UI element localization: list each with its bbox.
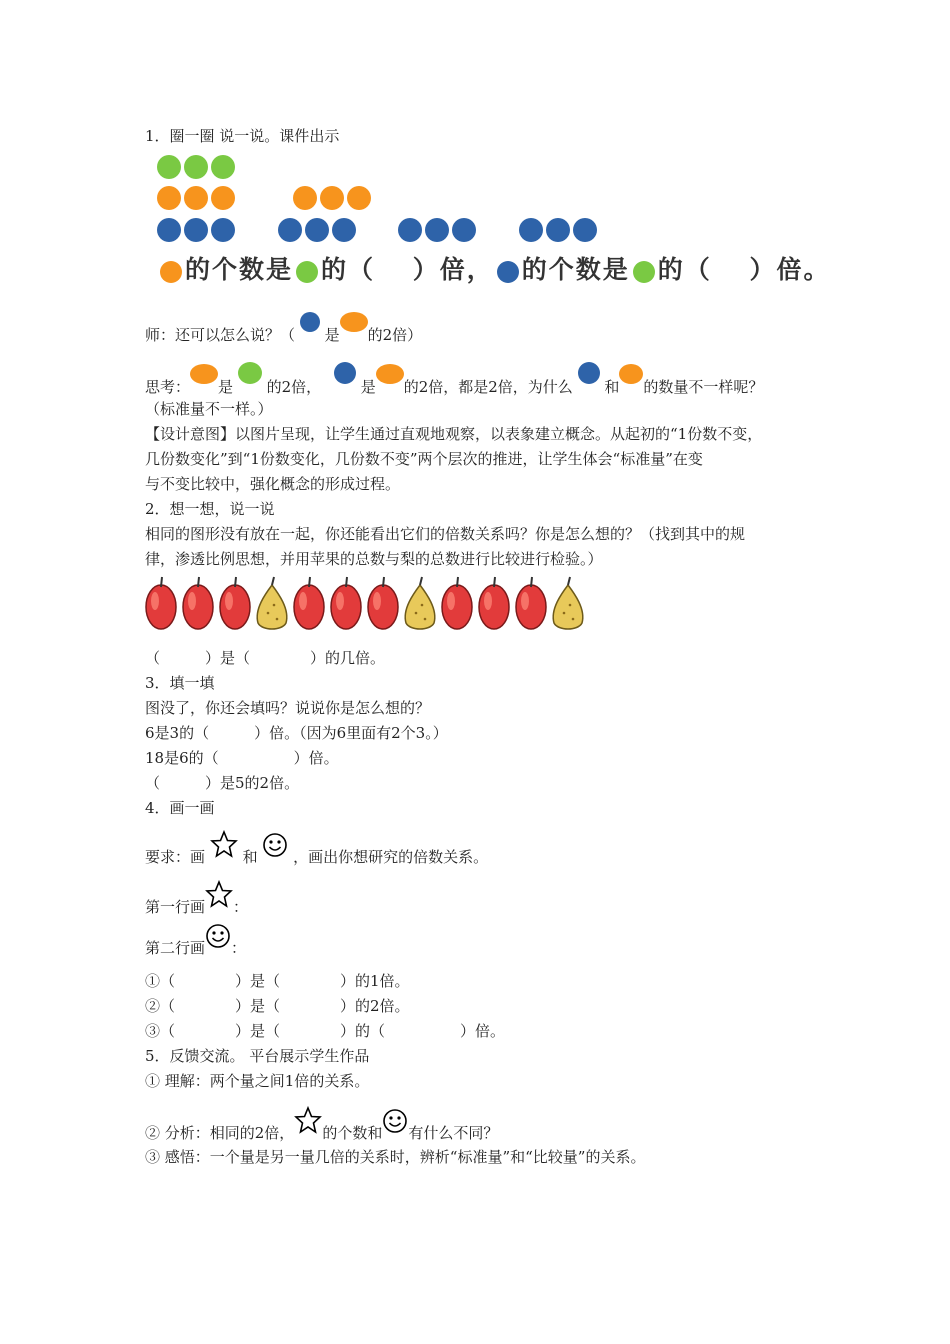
- s3-title: 3．填一填: [145, 674, 215, 692]
- apple: [220, 577, 250, 629]
- blue-dot: [334, 362, 356, 384]
- design-intent-1: 【设计意图】以图片呈现，让学生通过直观地观察，以表象建立概念。从起初的“1份数不变，: [145, 425, 763, 443]
- orange-dot: [619, 364, 643, 384]
- pear: [257, 577, 287, 629]
- pear: [553, 577, 583, 629]
- text: 的2倍）: [367, 326, 423, 344]
- s4-f3: ③（ ）是（ ）的（ ）倍。: [145, 1022, 506, 1040]
- blue-dot: [305, 218, 329, 242]
- blue-dot: [300, 312, 320, 332]
- text: 师：还可以怎么说？（: [145, 326, 296, 344]
- text: 是: [360, 378, 376, 396]
- answer: （标准量不一样。）: [145, 400, 273, 418]
- orange-dot: [157, 186, 181, 210]
- text: ② 分析：相同的2倍，: [145, 1124, 295, 1142]
- text: 有什么不同？: [408, 1124, 499, 1142]
- green-dot: [296, 261, 318, 283]
- blue-dot: [497, 261, 519, 283]
- s4-title: 4．画一画: [145, 799, 215, 817]
- blue-dot: [425, 218, 449, 242]
- dots-question: [157, 254, 830, 286]
- orange-dot: [160, 261, 182, 283]
- s5-p1: ① 理解：两个量之间1倍的关系。: [145, 1072, 370, 1090]
- green-row: [157, 154, 238, 179]
- fruit-illustration: [145, 575, 595, 633]
- orange-dot: [190, 364, 218, 384]
- s2-p1: 相同的图形没有放在一起，你还能看出它们的倍数关系吗？你是怎么想的？（找到其中的规: [145, 525, 746, 543]
- q-text: 的（ ）倍。: [657, 255, 831, 284]
- s2-title: 2．想一想，说一说: [145, 500, 275, 518]
- star-icon: [210, 830, 238, 858]
- apple: [146, 577, 176, 629]
- blue-row: [157, 217, 600, 242]
- text: ：: [231, 939, 247, 957]
- teacher-line: [145, 312, 422, 348]
- text: 第二行画: [145, 939, 206, 957]
- text: 思考：: [145, 378, 191, 396]
- text: ，画出你想研究的倍数关系。: [293, 848, 489, 866]
- blue-dot: [519, 218, 543, 242]
- design-intent-2: 几份数变化”到“1份数变化，几份数不变”两个层次的推进，让学生体会“标准量”在变: [145, 450, 703, 468]
- blue-dot: [578, 362, 600, 384]
- s5-p2: [145, 1106, 498, 1146]
- s3-l2: 18是6的（ ）倍。: [145, 749, 339, 767]
- q-text: 的（ ）倍，: [321, 255, 494, 284]
- orange-dot: [340, 312, 368, 332]
- blue-dot: [157, 218, 181, 242]
- blue-dot: [398, 218, 422, 242]
- green-dot: [211, 155, 235, 179]
- smiley-icon: [262, 832, 288, 858]
- design-intent-3: 与不变比较中，强化概念的形成过程。: [145, 475, 401, 493]
- orange-dot: [184, 186, 208, 210]
- apple: [516, 577, 546, 629]
- orange-row: [157, 185, 374, 210]
- text: 的2倍，: [266, 378, 322, 396]
- blue-dot: [211, 218, 235, 242]
- s3-p1: 图没了，你还会填吗？说说你是怎么想的？: [145, 699, 431, 717]
- green-dot: [184, 155, 208, 179]
- pear: [405, 577, 435, 629]
- blue-dot: [332, 218, 356, 242]
- orange-dot: [347, 186, 371, 210]
- star-icon: [294, 1106, 322, 1134]
- s3-l1: 6是3的（ ）倍。（因为6里面有2个3。）: [145, 724, 448, 742]
- think-line: [145, 362, 763, 400]
- s4-row2: [145, 923, 246, 961]
- q-text: 的个数是: [185, 255, 294, 284]
- fruit-row: [145, 575, 595, 641]
- s4-f1: ①（ ）是（ ）的1倍。: [145, 972, 410, 990]
- text: 是: [218, 378, 234, 396]
- s4-row1: [145, 880, 248, 920]
- blue-dot: [573, 218, 597, 242]
- apple: [368, 577, 398, 629]
- text: 和: [242, 848, 258, 866]
- apple: [479, 577, 509, 629]
- text: 是: [324, 326, 340, 344]
- smiley-icon: [205, 923, 231, 949]
- apple: [331, 577, 361, 629]
- text: 的个数和: [322, 1124, 383, 1142]
- text: 的数量不一样呢？: [643, 378, 764, 396]
- q-text: 的个数是: [521, 255, 630, 284]
- text: ：: [233, 898, 249, 916]
- s5-title: 5．反馈交流。 平台展示学生作品: [145, 1047, 370, 1065]
- s5-p3: ③ 感悟：一个量是另一量几倍的关系时，辨析“标准量”和“比较量”的关系。: [145, 1148, 646, 1166]
- text: 第一行画: [145, 898, 206, 916]
- blue-dot: [278, 218, 302, 242]
- apple: [183, 577, 213, 629]
- text: 要求：画: [145, 848, 206, 866]
- orange-dot: [320, 186, 344, 210]
- text: 和: [604, 378, 620, 396]
- blue-dot: [452, 218, 476, 242]
- orange-dot: [293, 186, 317, 210]
- orange-dot: [211, 186, 235, 210]
- blue-dot: [546, 218, 570, 242]
- s1-title: 1．圈一圈 说一说。课件出示: [145, 127, 340, 145]
- green-dot: [633, 261, 655, 283]
- orange-dot: [376, 364, 404, 384]
- green-dot: [238, 362, 262, 384]
- s2-blank: （ ）是（ ）的几倍。: [145, 649, 386, 667]
- s4-requirement: [145, 830, 488, 870]
- blue-dot: [184, 218, 208, 242]
- apple: [442, 577, 472, 629]
- green-dot: [157, 155, 181, 179]
- apple: [294, 577, 324, 629]
- star-icon: [205, 880, 233, 908]
- smiley-icon: [382, 1108, 408, 1134]
- text: 的2倍，都是2倍，为什么: [403, 378, 573, 396]
- s4-f2: ②（ ）是（ ）的2倍。: [145, 997, 410, 1015]
- s2-p2: 律，渗透比例思想，并用苹果的总数与梨的总数进行比较进行检验。）: [145, 550, 603, 568]
- s3-l3: （ ）是5的2倍。: [145, 774, 300, 792]
